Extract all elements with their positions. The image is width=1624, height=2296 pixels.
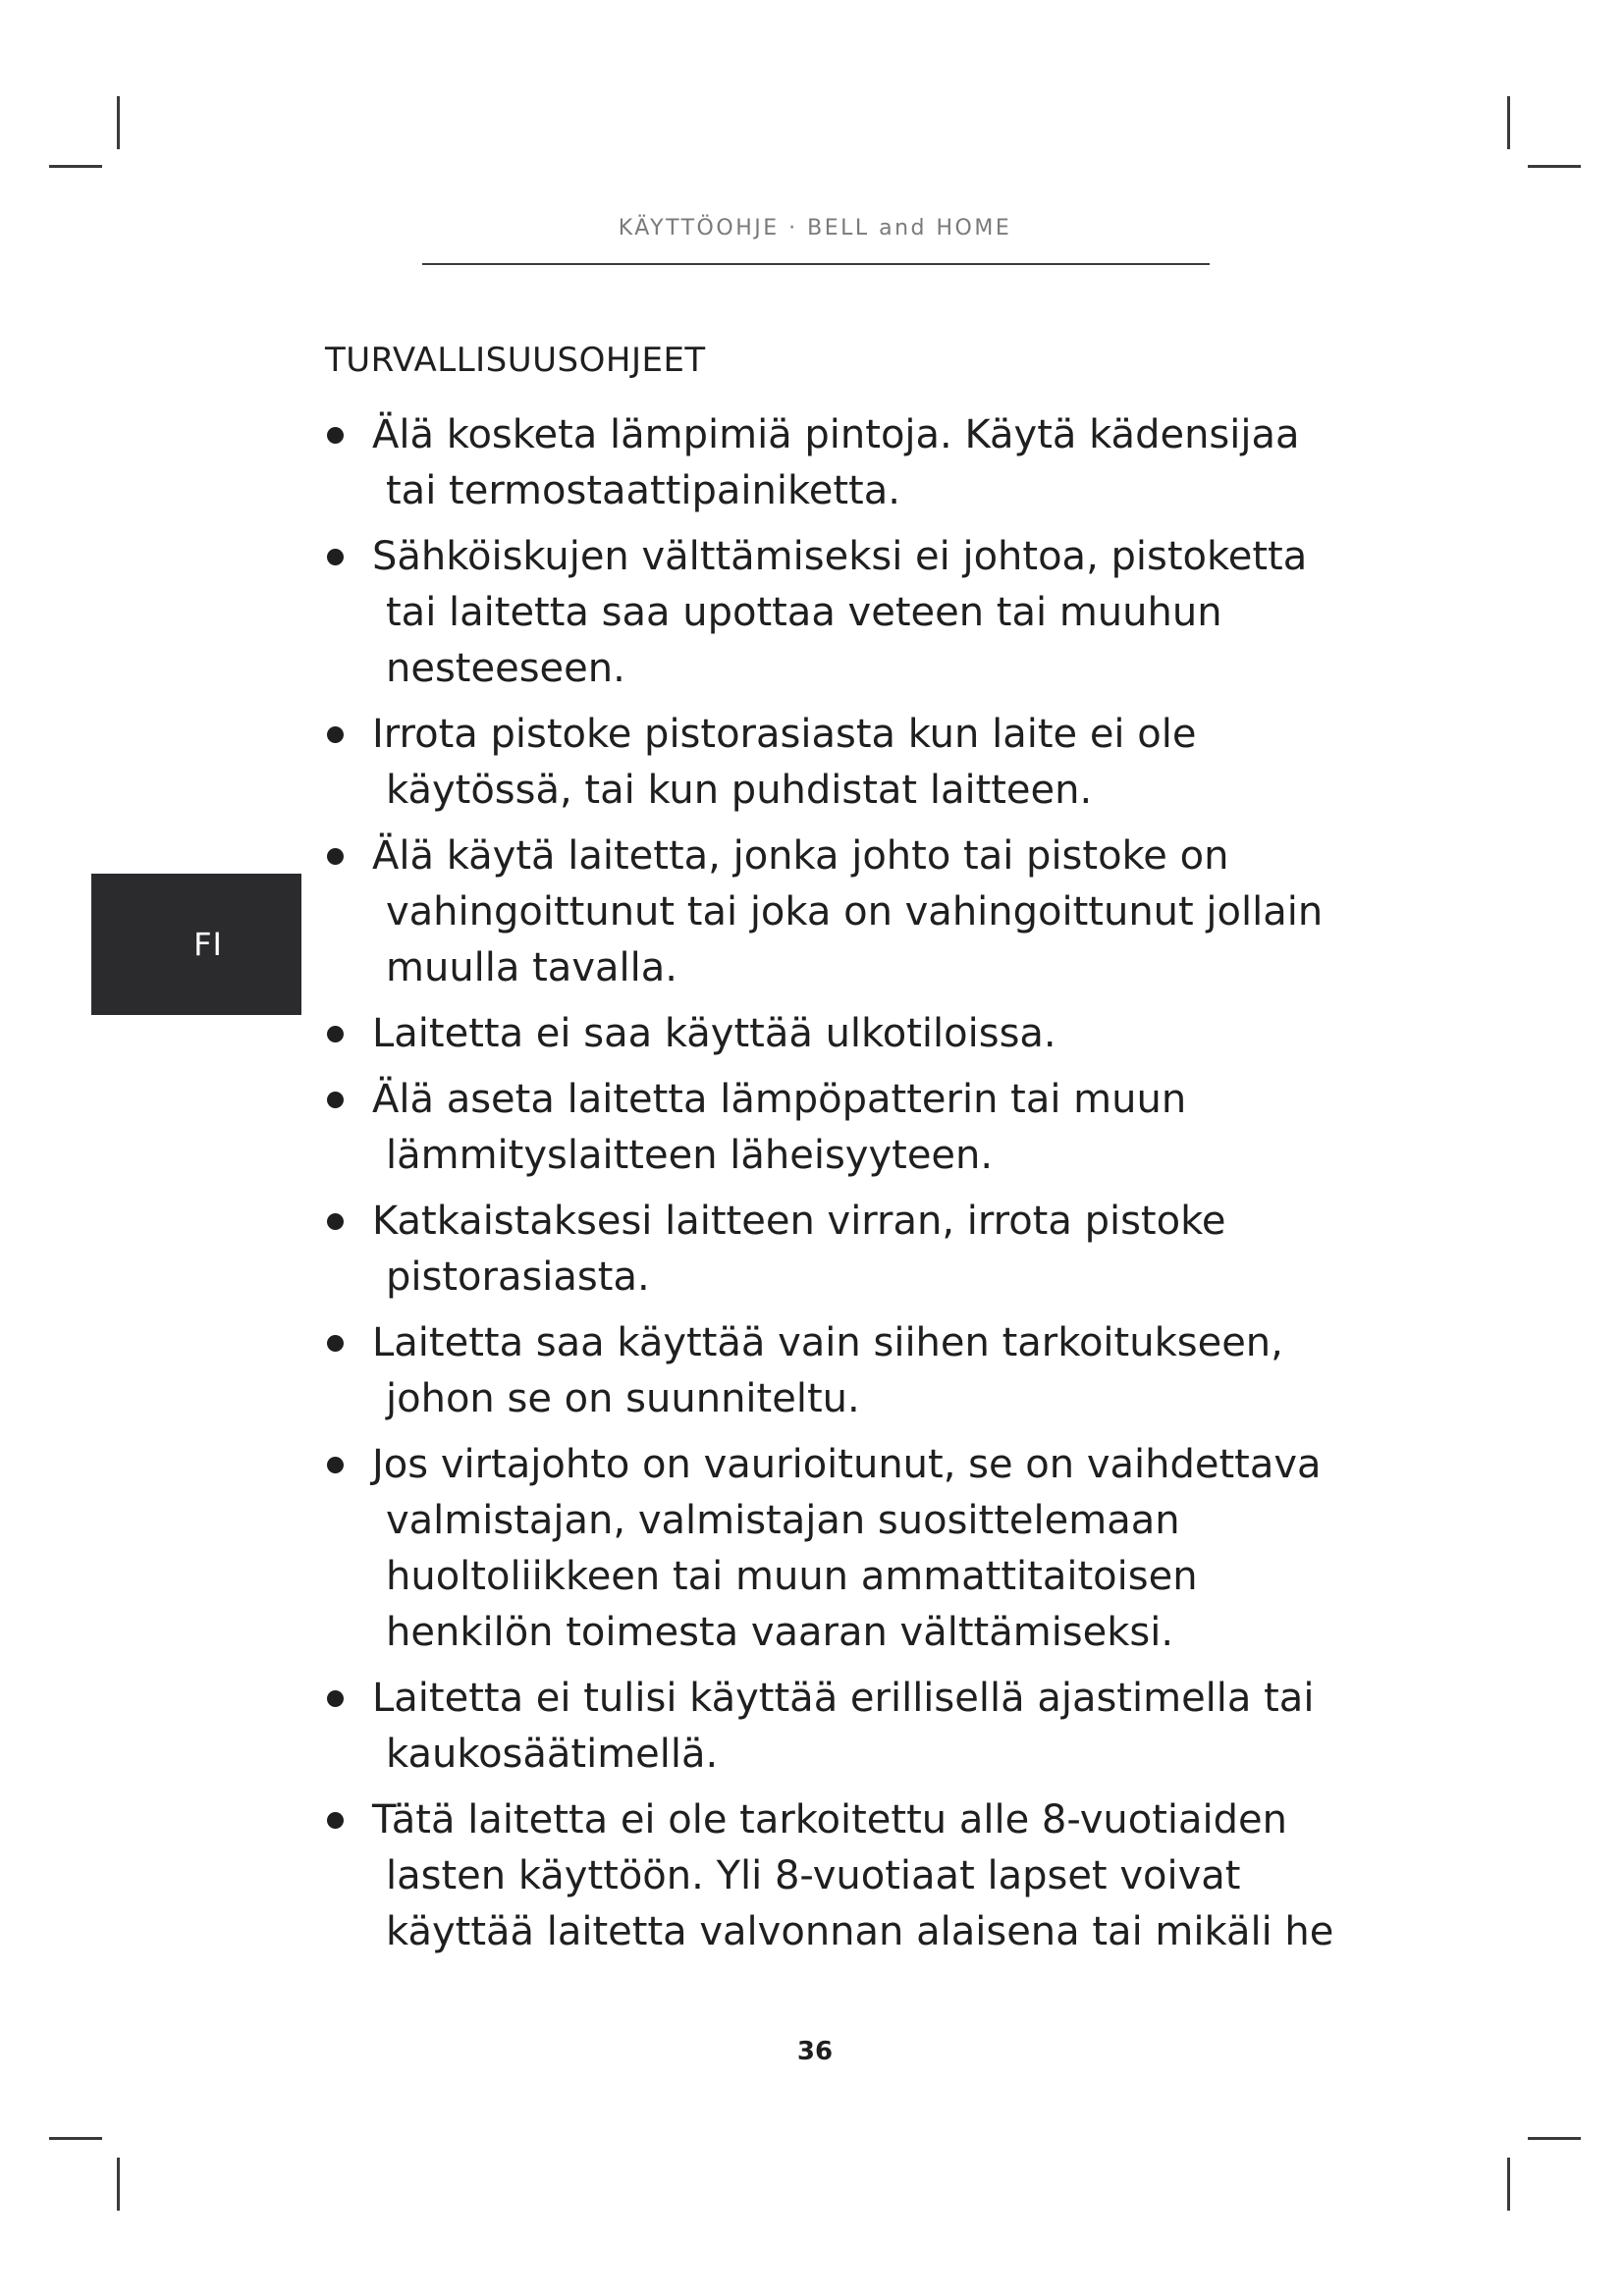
- bullet-icon: [327, 549, 344, 565]
- bullet-icon: [327, 1213, 344, 1230]
- safety-item: [325, 1671, 1366, 1783]
- language-code: FI: [193, 926, 223, 963]
- crop-mark-top-right-horizontal: [1528, 165, 1581, 168]
- safety-item: [325, 1315, 1366, 1427]
- safety-item-line: Katkaistaksesi laitteen virran, irrota pistoke: [372, 1199, 1226, 1244]
- safety-item-line: johon se on suunniteltu.: [386, 1376, 860, 1421]
- safety-item-line: Älä kosketa lämpimiä pintoja. Käytä kädensijaa: [372, 412, 1300, 457]
- safety-item-line: käyttää laitetta valvonnan alaisena tai mikäli he: [386, 1909, 1334, 1954]
- safety-item-line: huoltoliikkeen tai muun ammattitaitoisen: [386, 1554, 1198, 1599]
- crop-mark-bottom-left-horizontal: [49, 2137, 102, 2140]
- safety-item-line: Laitetta ei saa käyttää ulkotiloissa.: [372, 1011, 1056, 1056]
- safety-instructions-list: [325, 407, 1366, 1970]
- crop-mark-top-right-vertical: [1507, 96, 1510, 149]
- safety-item-line: kaukosäätimellä.: [386, 1732, 719, 1777]
- header-rule: [422, 263, 1210, 265]
- safety-item-line: henkilön toimesta vaaran välttämiseksi.: [386, 1610, 1174, 1655]
- page-number: 36: [796, 2037, 834, 2066]
- bullet-icon: [327, 1092, 344, 1108]
- safety-item-line: valmistajan, valmistajan suosittelemaan: [386, 1498, 1180, 1543]
- safety-item: [325, 1792, 1366, 1960]
- crop-mark-bottom-left-vertical: [117, 2158, 120, 2211]
- safety-item: [325, 529, 1366, 697]
- safety-item-line: vahingoittunut tai joka on vahingoittunut jollain: [386, 889, 1324, 934]
- safety-item-line: nesteeseen.: [386, 646, 625, 691]
- crop-mark-bottom-right-vertical: [1507, 2158, 1510, 2211]
- bullet-icon: [327, 1335, 344, 1352]
- safety-item-line: Jos virtajohto on vaurioitunut, se on vaihdettava: [372, 1442, 1322, 1487]
- section-heading: TURVALLISUUSOHJEET: [325, 341, 706, 380]
- safety-item: [325, 1194, 1366, 1306]
- safety-item-line: Laitetta ei tulisi käyttää erillisellä ajastimella tai: [372, 1676, 1315, 1721]
- safety-item: [325, 1006, 1366, 1062]
- language-tab: [91, 874, 301, 1015]
- running-header: KÄYTTÖOHJE · BELL and HOME: [618, 216, 1012, 240]
- safety-item-line: lämmityslaitteen läheisyyteen.: [386, 1133, 994, 1178]
- safety-item-line: lasten käyttöön. Yli 8-vuotiaat lapset voivat: [386, 1853, 1241, 1898]
- safety-item-line: tai termostaattipainiketta.: [386, 468, 900, 513]
- bullet-icon: [327, 726, 344, 743]
- safety-item: [325, 707, 1366, 819]
- bullet-icon: [327, 1690, 344, 1707]
- safety-item-line: Irrota pistoke pistorasiasta kun laite ei ole: [372, 712, 1197, 757]
- safety-item: [325, 828, 1366, 996]
- safety-item-line: Tätä laitetta ei ole tarkoitettu alle 8-vuotiaiden: [372, 1797, 1287, 1842]
- safety-item-line: tai laitetta saa upottaa veteen tai muuhun: [386, 590, 1222, 635]
- safety-item-line: Laitetta saa käyttää vain siihen tarkoitukseen,: [372, 1320, 1283, 1365]
- bullet-icon: [327, 1812, 344, 1829]
- bullet-icon: [327, 427, 344, 444]
- safety-item-line: Sähköiskujen välttämiseksi ei johtoa, pistoketta: [372, 534, 1308, 579]
- safety-item: [325, 1072, 1366, 1184]
- safety-item: [325, 1437, 1366, 1661]
- crop-mark-top-left-vertical: [117, 96, 120, 149]
- safety-item-line: Älä käytä laitetta, jonka johto tai pistoke on: [372, 833, 1229, 879]
- bullet-icon: [327, 848, 344, 865]
- safety-item-line: käytössä, tai kun puhdistat laitteen.: [386, 768, 1093, 813]
- crop-mark-bottom-right-horizontal: [1528, 2137, 1581, 2140]
- crop-mark-top-left-horizontal: [49, 165, 102, 168]
- bullet-icon: [327, 1026, 344, 1042]
- safety-item-line: Älä aseta laitetta lämpöpatterin tai muun: [372, 1077, 1187, 1122]
- safety-item-line: muulla tavalla.: [386, 945, 677, 990]
- safety-item-line: pistorasiasta.: [386, 1255, 650, 1300]
- bullet-icon: [327, 1457, 344, 1473]
- safety-item: [325, 407, 1366, 519]
